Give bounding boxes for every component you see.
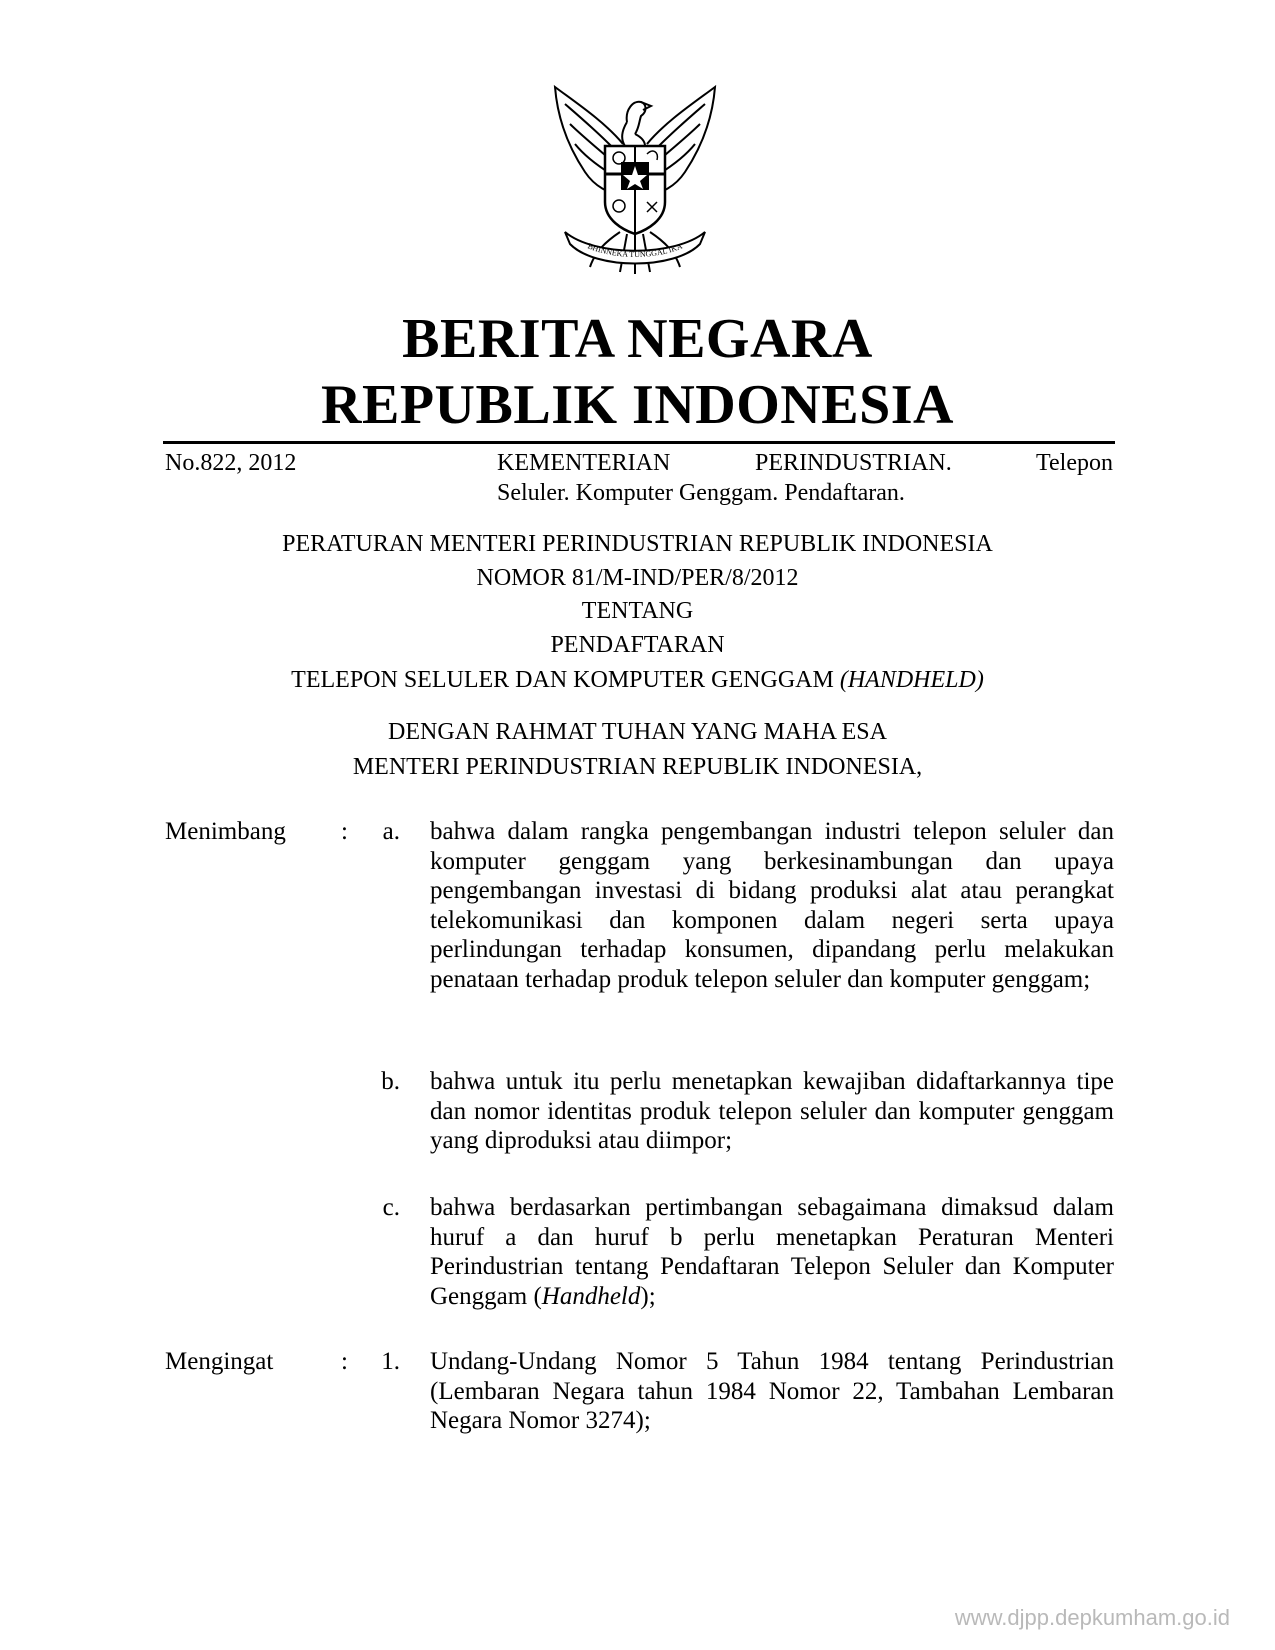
menimbang-marker-c: c. — [382, 1194, 400, 1221]
masthead-divider — [163, 441, 1115, 444]
masthead-title-line2: REPUBLIK INDONESIA — [321, 374, 954, 436]
menimbang-marker-a: a. — [382, 818, 400, 845]
mengingat-colon: : — [341, 1348, 348, 1375]
issue-number: No.822, 2012 — [165, 450, 297, 476]
opening-phrase: DENGAN RAHMAT TUHAN YANG MAHA ESA — [388, 719, 887, 745]
menimbang-marker-b: b. — [381, 1068, 400, 1095]
regulation-tentang: TENTANG — [581, 598, 694, 624]
mengingat-label: Mengingat — [165, 1348, 274, 1375]
mengingat-marker-1: 1. — [381, 1348, 400, 1375]
mengingat-item-1: Undang-Undang Nomor 5 Tahun 1984 tentang Perindustrian (Lembaran Negara tahun 1984 Nomor 22, Tambahan Lembaran Negara Nomor 3274); — [430, 1348, 1114, 1435]
footer-url: www.djpp.depkumham.go.id — [954, 1605, 1230, 1630]
regulation-subject-2 — [160, 665, 1115, 695]
menimbang-item-c-text: bahwa berdasarkan pertimbangan sebagaimana dimaksud dalam huruf a dan huruf b perlu menetapkan Peraturan Menteri Perindustrian tentang Pendaftaran Telepon Seluler dan Komputer Genggam ( — [430, 1194, 1114, 1310]
menimbang-item-a: bahwa dalam rangka pengembangan industri telepon seluler dan komputer genggam yang berkesinambungan dan upaya pengembangan investasi di bidang produksi alat atau perangkat telekomunikasi dan komponen dalam negeri serta upaya perlindungan terhadap konsumen, dipandang perlu melakukan penataan terhadap produk telepon seluler dan komputer genggam; — [430, 818, 1114, 993]
issue-description-line1: KEMENTERIAN PERINDUSTRIAN. Telepon — [497, 450, 1113, 476]
menimbang-item-c — [430, 1193, 1114, 1311]
garuda-emblem-icon — [535, 82, 735, 282]
menimbang-colon: : — [341, 818, 348, 845]
emblem-motto: BHINNEKA TUNGGAL IKA — [586, 241, 684, 260]
menimbang-label: Menimbang — [165, 818, 286, 845]
issue-description-line2: Seluler. Komputer Genggam. Pendaftaran. — [497, 480, 905, 506]
regulation-number: NOMOR 81/M-IND/PER/8/2012 — [476, 565, 799, 591]
menimbang-item-c-end: ); — [640, 1282, 656, 1310]
masthead-title-line1: BERITA NEGARA — [402, 308, 873, 370]
regulation-title: PERATURAN MENTERI PERINDUSTRIAN REPUBLIK INDONESIA — [282, 531, 993, 557]
menimbang-item-b: bahwa untuk itu perlu menetapkan kewajiban didaftarkannya tipe dan nomor identitas produk telepon seluler dan komputer genggam yang diproduksi atau diimpor; — [430, 1068, 1114, 1155]
issue-description — [497, 448, 1113, 508]
regulation-subject-2-main: TELEPON SELULER DAN KOMPUTER GENGGAM — [291, 667, 840, 693]
menimbang-item-c-italic: Handheld — [541, 1282, 641, 1310]
regulation-subject-1: PENDAFTARAN — [550, 632, 725, 658]
regulation-subject-2-italic: (HANDHELD) — [839, 667, 984, 693]
issuing-authority: MENTERI PERINDUSTRIAN REPUBLIK INDONESIA, — [352, 754, 923, 780]
